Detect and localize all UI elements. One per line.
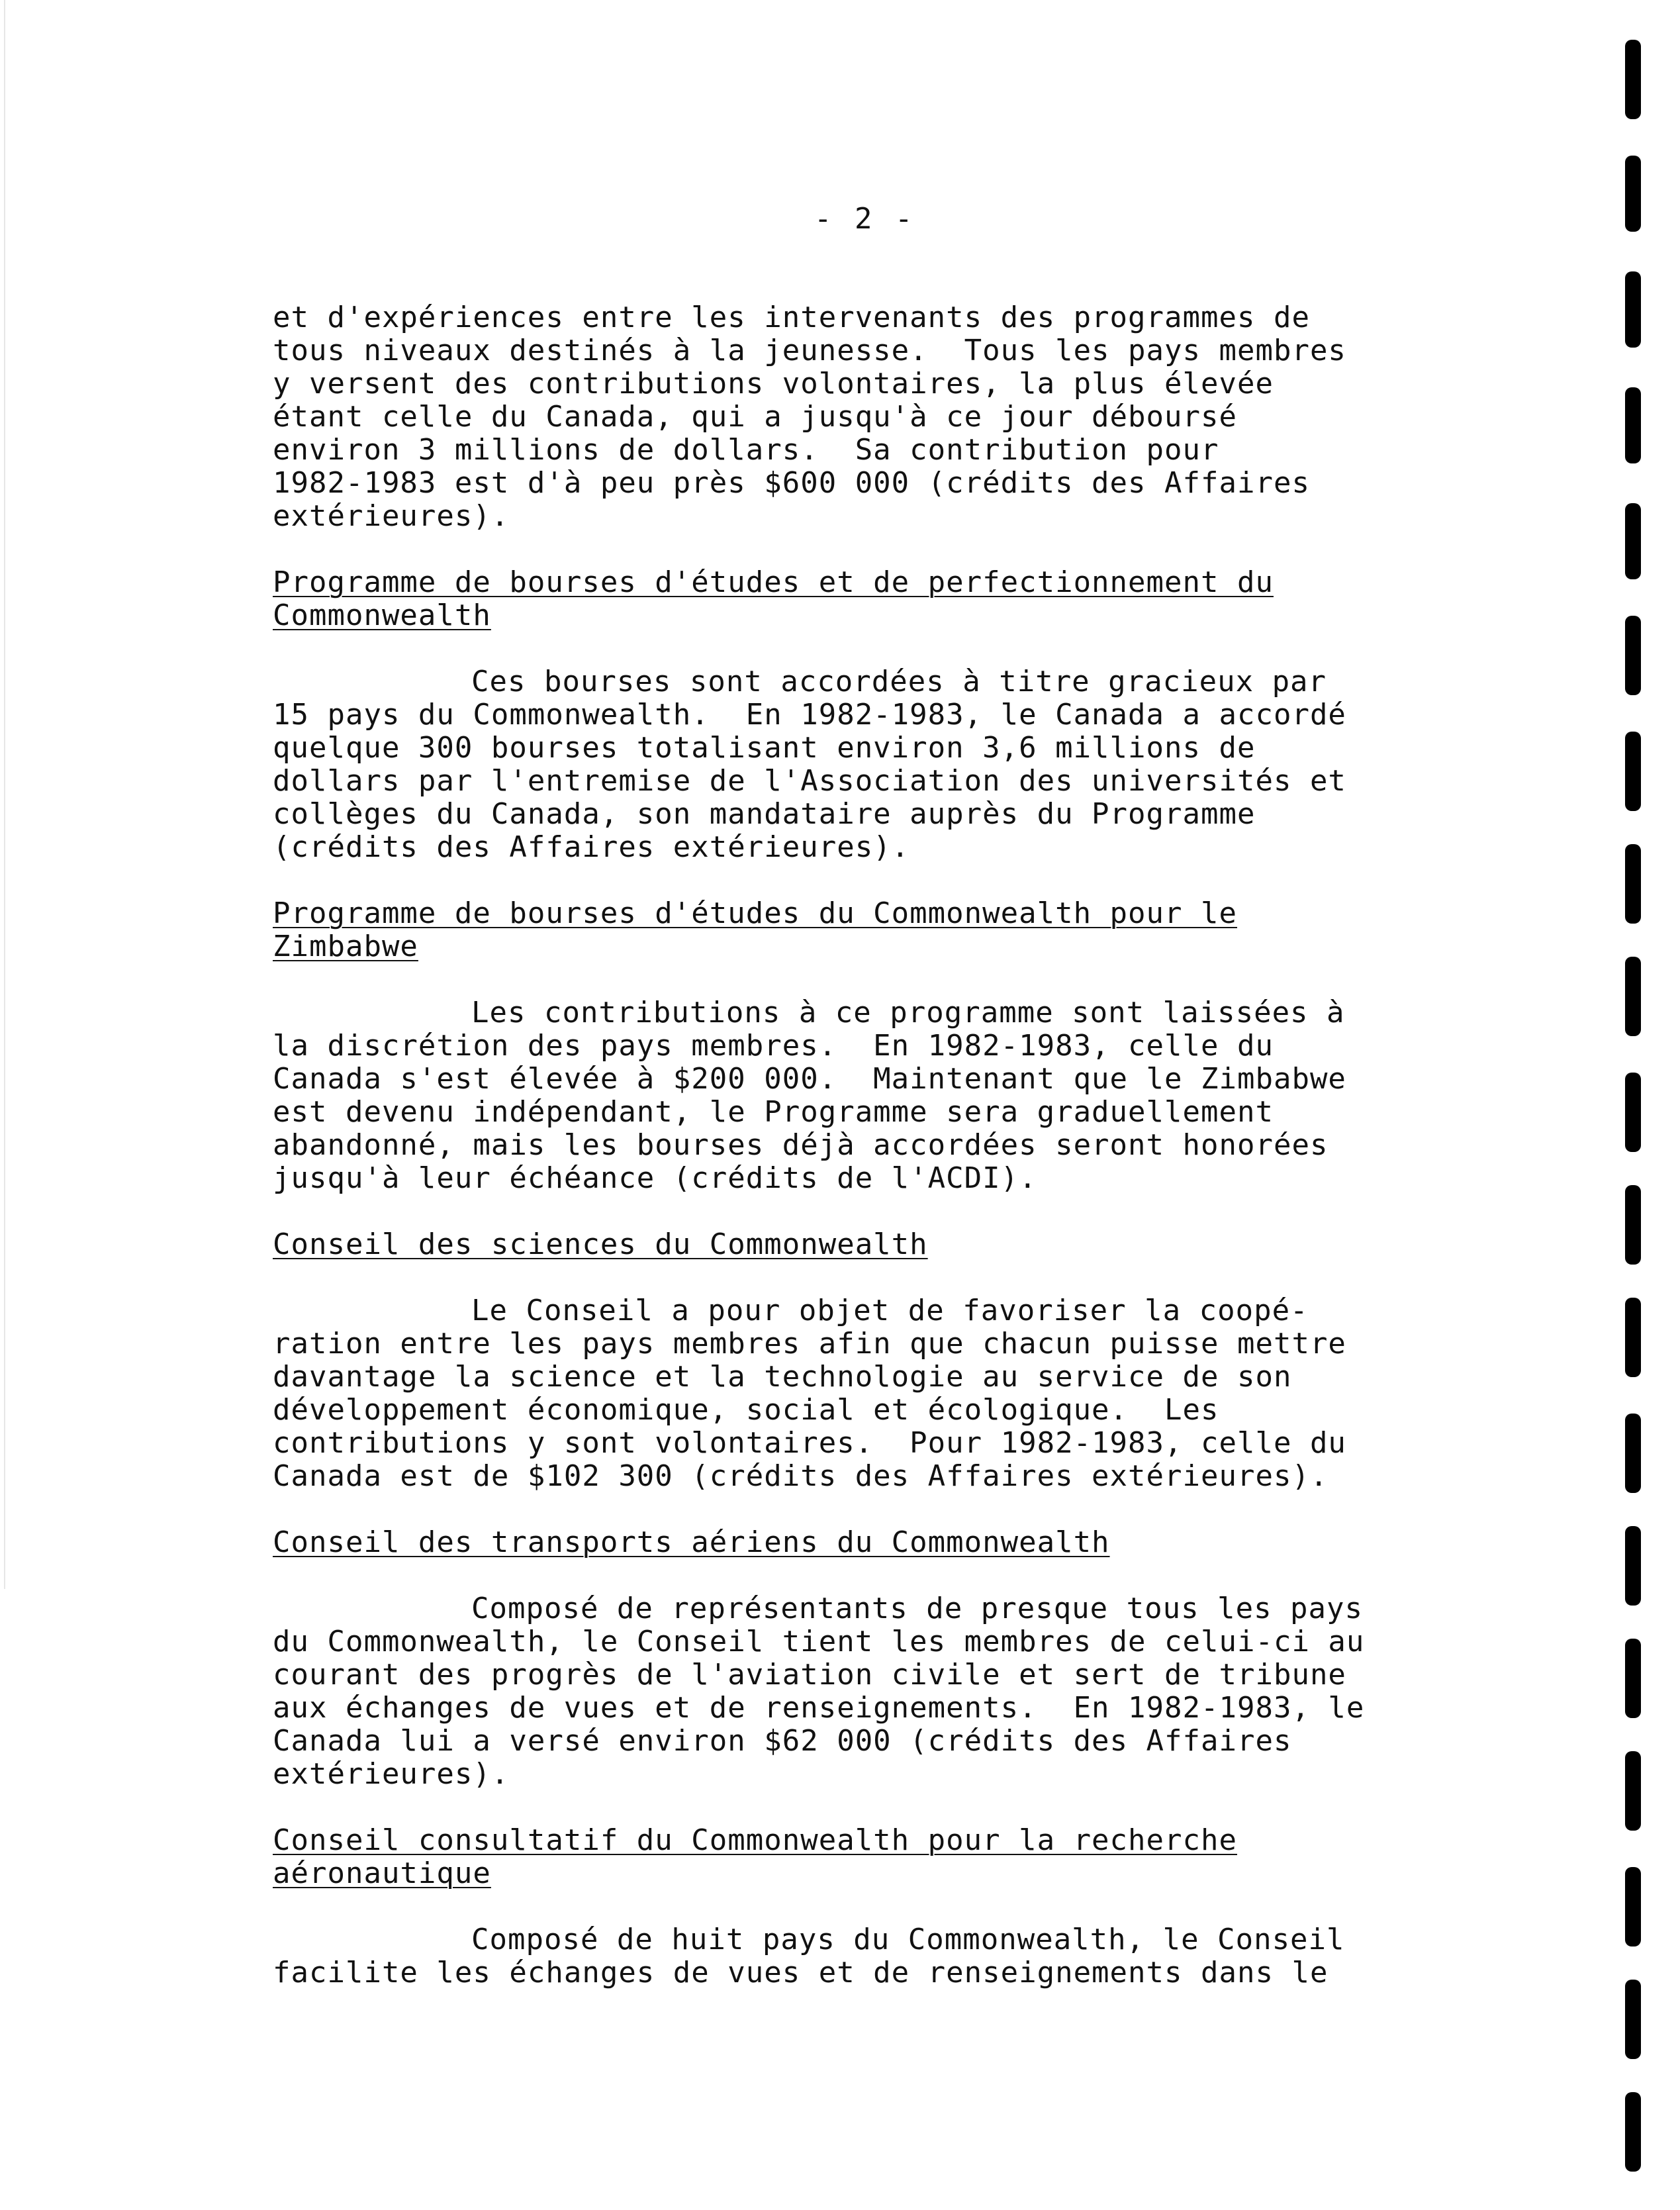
binding-mark xyxy=(1625,1526,1641,1606)
binding-mark xyxy=(1625,2092,1641,2172)
paragraph-line: dollars par l'entremise de l'Association des universités et xyxy=(273,764,1346,798)
page-edge-shadow xyxy=(4,0,5,1589)
paragraph-line: Le Conseil a pour objet de favoriser la coopé- xyxy=(471,1294,1309,1327)
binding-mark xyxy=(1625,957,1641,1036)
section-heading: Programme de bourses d'études du Commonwealth pour le xyxy=(273,896,1237,930)
section-heading: aéronautique xyxy=(273,1856,491,1890)
section-heading: Commonwealth xyxy=(273,599,491,632)
section-commonwealth-scholarship xyxy=(273,566,1464,864)
binding-mark xyxy=(1625,1639,1641,1718)
paragraph-line: ration entre les pays membres afin que chacun puisse mettre xyxy=(273,1327,1346,1361)
paragraph-line: collèges du Canada, son mandataire auprès du Programme xyxy=(273,797,1256,831)
paragraph-line: quelque 300 bourses totalisant environ 3,6 millions de xyxy=(273,731,1256,765)
section-heading: Conseil des sciences du Commonwealth xyxy=(273,1227,928,1261)
binding-mark xyxy=(1625,271,1641,348)
binding-mark xyxy=(1625,1867,1641,1946)
section-science-council xyxy=(273,1228,1464,1493)
paragraph-line: du Commonwealth, le Conseil tient les membres de celui-ci au xyxy=(273,1625,1365,1658)
paragraph-line: Composé de huit pays du Commonwealth, le Conseil xyxy=(471,1923,1345,1956)
paragraph-line: (crédits des Affaires extérieures). xyxy=(273,830,910,864)
binding-mark xyxy=(1625,1185,1641,1265)
page-number: - 2 - xyxy=(814,202,915,236)
section-heading: Conseil consultatif du Commonwealth pour la recherche xyxy=(273,1823,1237,1857)
paragraph-line: facilite les échanges de vues et de renseignements dans le xyxy=(273,1956,1329,1990)
paragraph-line: environ 3 millions de dollars. Sa contribution pour xyxy=(273,433,1219,467)
paragraph-line: étant celle du Canada, qui a jusqu'à ce jour déboursé xyxy=(273,400,1237,434)
section-heading: Zimbabwe xyxy=(273,930,418,963)
section-heading: Programme de bourses d'études et de perfectionnement du xyxy=(273,565,1274,599)
binding-mark xyxy=(1625,1298,1641,1377)
binding-mark xyxy=(1625,616,1641,695)
continuation-paragraph xyxy=(273,301,1464,533)
binding-mark xyxy=(1625,844,1641,924)
paragraph-line: 1982-1983 est d'à peu près $600 000 (crédits des Affaires xyxy=(273,466,1310,500)
paragraph-line: 15 pays du Commonwealth. En 1982-1983, le Canada a accordé xyxy=(273,698,1346,732)
paragraph-line: tous niveaux destinés à la jeunesse. Tous les pays membres xyxy=(273,334,1346,367)
paragraph-line: et d'expériences entre les intervenants des programmes de xyxy=(273,301,1310,334)
binding-mark xyxy=(1625,732,1641,811)
section-zimbabwe-scholarship xyxy=(273,897,1464,1195)
paragraph-line: abandonné, mais les bourses déjà accordées seront honorées xyxy=(273,1128,1329,1162)
paragraph-line: Canada lui a versé environ $62 000 (crédits des Affaires xyxy=(273,1724,1292,1758)
paragraph-line: Ces bourses sont accordées à titre gracieux par xyxy=(471,665,1327,698)
binding-mark xyxy=(1625,156,1641,232)
document-body xyxy=(273,301,1464,1990)
binding-mark xyxy=(1625,1980,1641,2059)
paragraph-line: Canada s'est élevée à $200 000. Maintenant que le Zimbabwe xyxy=(273,1062,1346,1096)
binding-mark xyxy=(1625,503,1641,579)
paragraph-line: contributions y sont volontaires. Pour 1982-1983, celle du xyxy=(273,1426,1346,1460)
binding-mark xyxy=(1625,1414,1641,1493)
paragraph-line: Les contributions à ce programme sont laissées à xyxy=(471,996,1345,1030)
section-air-transport-council xyxy=(273,1526,1464,1791)
section-heading: Conseil des transports aériens du Commonwealth xyxy=(273,1525,1110,1559)
binding-mark xyxy=(1625,40,1641,119)
paragraph-line: extérieures). xyxy=(273,499,510,533)
binding-mark xyxy=(1625,1751,1641,1831)
paragraph-line: Canada est de $102 300 (crédits des Affaires extérieures). xyxy=(273,1459,1329,1493)
paragraph-line: développement économique, social et écologique. Les xyxy=(273,1393,1219,1427)
paragraph-line: davantage la science et la technologie au service de son xyxy=(273,1360,1292,1394)
paragraph-line: Composé de représentants de presque tous les pays xyxy=(471,1592,1364,1625)
paragraph-line: y versent des contributions volontaires, la plus élevée xyxy=(273,367,1274,401)
paragraph-line: extérieures). xyxy=(273,1757,510,1791)
paragraph-line: est devenu indépendant, le Programme sera graduellement xyxy=(273,1095,1274,1129)
paragraph-line: jusqu'à leur échéance (crédits de l'ACDI). xyxy=(273,1161,1037,1195)
paragraph-line: courant des progrès de l'aviation civile et sert de tribune xyxy=(273,1658,1346,1692)
paragraph-line: aux échanges de vues et de renseignements. En 1982-1983, le xyxy=(273,1691,1365,1725)
binding-mark xyxy=(1625,1073,1641,1152)
paragraph-line: la discrétion des pays membres. En 1982-1983, celle du xyxy=(273,1029,1274,1063)
section-aeronautical-research-council xyxy=(273,1824,1464,1990)
binding-mark xyxy=(1625,387,1641,463)
